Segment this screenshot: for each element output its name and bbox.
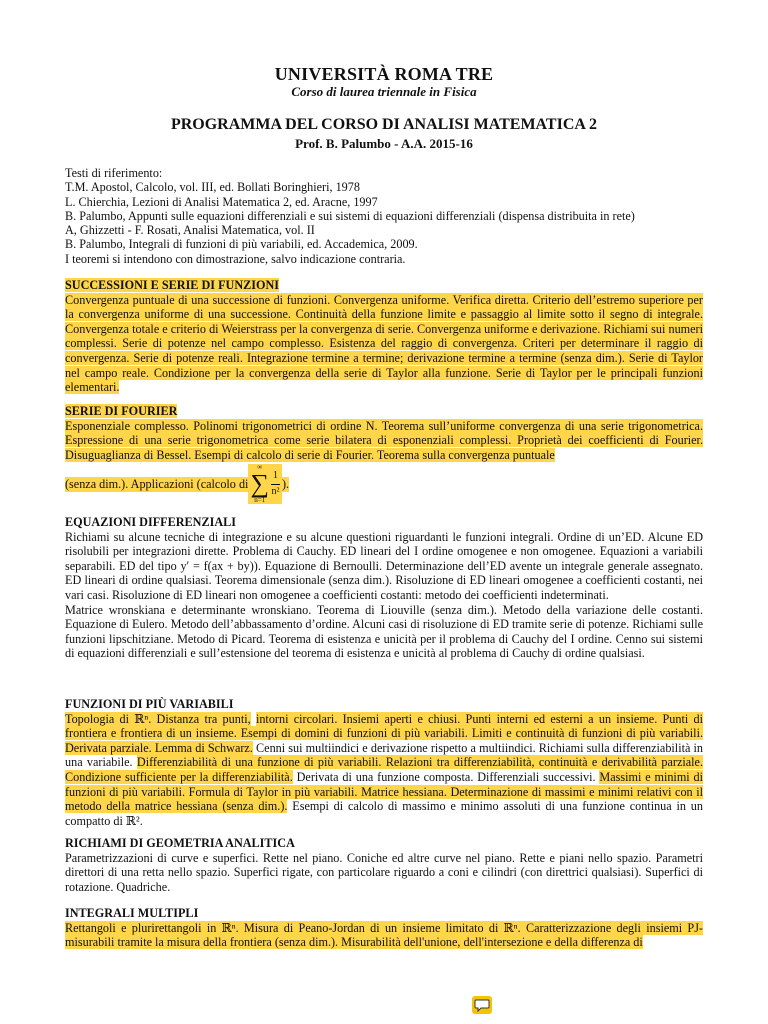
professor-line: Prof. B. Palumbo - A.A. 2015-16 (295, 136, 473, 151)
highlighted-text: Massimi e minimi di funzioni di più variabili. Formula di Taylor in più variabili. Matrice hessiana. Determinazione di massimi e minimi relativi con il metodo della matrice hessiana (senza dim.). (65, 769, 704, 814)
reference-item: B. Palumbo, Appunti sulle equazioni differenziali e sui sistemi di equazioni differenziali (dispensa distribuita in rete) (65, 208, 635, 223)
fraction-denominator: n² (271, 485, 280, 497)
reference-item: A, Ghizzetti - F. Rosati, Analisi Matematica, vol. II (65, 223, 315, 238)
section-title: SERIE DI FOURIER (65, 404, 178, 418)
highlighted-text: Topologia di ℝⁿ. Distanza tra punti, (65, 711, 251, 726)
formula-text-after: ). (281, 477, 290, 492)
section-body: Parametrizzazioni di curve e superfici. Rette nel piano. Coniche ed altre curve nel piano. Rette e piani nello spazio. Parametri direttori di una retta nello spazio. Superfici rigate, con particolare riguardo a coni e cilindri (con direttrici qualsiasi). Superfici di rotazione. Quadriche. (65, 850, 703, 894)
section-successioni (65, 278, 703, 395)
references-note: I teoremi si intendono con dimostrazione, salvo indicazione contraria. (65, 251, 406, 266)
university-title: UNIVERSITÀ ROMA TRE (274, 64, 494, 84)
section-geometria (65, 836, 703, 894)
fraction (271, 469, 280, 499)
section-title: RICHIAMI DI GEOMETRIA ANALITICA (65, 836, 295, 850)
highlighted-text: Differenziabilità di una funzione di più variabili. Relazioni tra differenziabilità, continuità e derivabilità parziale. Condizione sufficiente per la differenziabilità. (65, 755, 703, 784)
section-integrali (65, 906, 703, 950)
section-title: INTEGRALI MULTIPLI (65, 906, 199, 920)
formula-text-before: (senza dim.). Applicazioni (calcolo di (65, 477, 249, 492)
fraction-numerator: 1 (271, 469, 280, 485)
references-block (65, 166, 705, 266)
section-fourier (65, 404, 703, 506)
sum-upper: ∞ (257, 463, 263, 472)
plain-text: Esempi di calcolo di massimo e minimo assoluti di una funzione continua in un compatto di ℝ². (65, 799, 703, 828)
fourier-formula-row (65, 462, 703, 506)
section-equazioni (65, 515, 703, 661)
section-body: Matrice wronskiana e determinante wronskiano. Teorema di Liouville (senza dim.). Metodo della variazione delle costanti. Equazione di Eulero. Metodo dell’abbassamento d’ordine. Alcuni casi di risoluzione di ED tramite serie di potenze. Richiami sulle funzioni lipschitziane. Metodo di Picard. Teorema di esistenza e unicità per il problema di Cauchy del I ordine. Cenno sui sistemi di equazioni differenziali e sull’estensione del teorema di esistenza e unicità al problema di Cauchy di ordine qualsiasi. (65, 602, 703, 661)
references-heading: Testi di riferimento: (65, 166, 163, 180)
comment-bubble-icon[interactable] (472, 996, 492, 1014)
reference-item: L. Chierchia, Lezioni di Analisi Matematica 2, ed. Aracne, 1997 (65, 194, 378, 209)
section-title: EQUAZIONI DIFFERENZIALI (65, 515, 236, 529)
sum-lower: n=1 (254, 496, 266, 505)
section-body: Rettangoli e plurirettangoli in ℝⁿ. Misura di Peano-Jordan di un insieme limitato di ℝⁿ. Caratterizzazione degli insiemi PJ-misurabili tramite la misura della frontiera (senza dim.). Misurabilità dell'unione, dell'intersezione e della differenza di (65, 920, 703, 950)
section-body: Richiami su alcune tecniche di integrazione e su alcune questioni riguardanti le funzioni integrali. Ordine di un’ED. Alcune ED risolubili per integrazioni dirette. Problema di Cauchy. ED lineari del I ordine omogenee e non omogenee. Equazioni a variabili separabili. ED del tipo y′ = f(ax + by)). Equazione di Bernoulli. Determinazione dell’ED avente un integrale generale assegnato. ED lineari di ordine qualsiasi. Teorema dimensionale (senza dim.). Risoluzione di ED lineari omogenee a coefficienti costanti, nei vari casi. Risoluzione di ED lineari non omogenee a coefficienti costanti: metodo dei coefficienti indeterminati. (65, 529, 703, 602)
section-body: Esponenziale complesso. Polinomi trigonometrici di ordine N. Teorema sull’uniforme convergenza di una serie trigonometrica. Espressione di una serie trigonometrica come serie bilatera di esponenziali complessi. Proprietà dei coefficienti di Fourier. Disuguaglianza di Bessel. Esempi di calcolo di serie di Fourier. Teorema sulla convergenza puntuale (65, 418, 703, 462)
program-title: PROGRAMMA DEL CORSO DI ANALISI MATEMATICA 2 (170, 116, 598, 133)
reference-item: T.M. Apostol, Calcolo, vol. III, ed. Bollati Boringhieri, 1978 (65, 180, 360, 195)
sum-formula (248, 464, 282, 504)
section-body: Convergenza puntuale di una successione di funzioni. Convergenza uniforme. Verifica diretta. Criterio dell’estremo superiore per la convergenza uniforme di una successione. Continuità della funzione limite e passaggio al limite sotto il segno di integrale. Convergenza totale e criterio di Weierstrass per la convergenza di serie. Convergenza uniforme e derivazione. Richiami sui numeri complessi. Serie di potenze nel campo complesso. Esistenza del raggio di convergenza. Criteri per determinare il raggio di convergenza. Serie di potenze reali. Integrazione termine a termine; derivazione termine a termine (senza dim.). Serie di Taylor nel campo reale. Condizione per la convergenza della serie di Taylor alla funzione. Serie di Taylor per le principali funzioni elementari. (65, 292, 703, 395)
sigma-symbol: ∞ ∑ n=1 (250, 463, 269, 505)
section-title: SUCCESSIONI E SERIE DI FUNZIONI (65, 278, 280, 292)
course-subtitle: Corso di laurea triennale in Fisica (291, 84, 477, 99)
reference-item: B. Palumbo, Integrali di funzioni di più variabili, ed. Accademica, 2009. (65, 237, 418, 252)
section-funzioni (65, 697, 703, 828)
highlighted-text: intorni circolari. Insiemi aperti e chiusi. Punti interni ed esterni a un insieme. Punti di frontiera e frontiera di un insieme. Esempi di domini di funzioni di più variabili. Limiti e continuità di funzioni di più variabili. Derivata parziale. Lemma di Schwarz. (65, 711, 704, 755)
plain-text: Derivata di una funzione composta. Differenziali successivi. (296, 769, 596, 784)
plain-text: Cenni sui multiindici e derivazione rispetto a multiindici. Richiami sulla differenziabilità in una variabile. (65, 740, 704, 770)
section-title: FUNZIONI DI PIÙ VARIABILI (65, 697, 234, 711)
